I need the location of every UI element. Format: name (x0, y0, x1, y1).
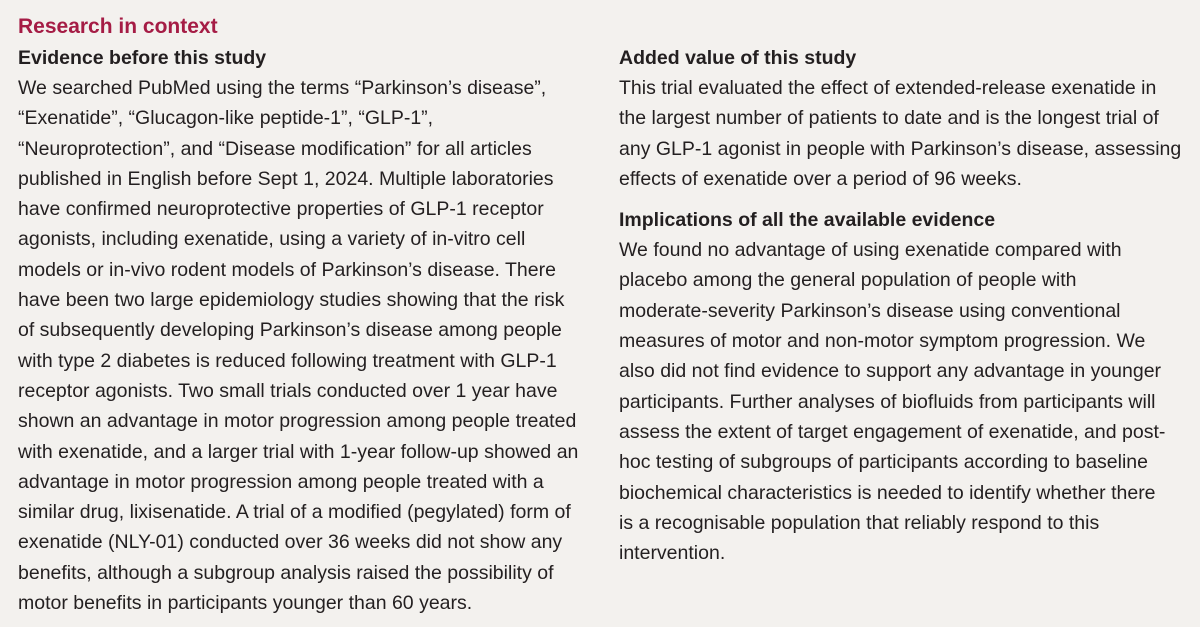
evidence-before-line: We searched PubMed using the terms “Parkinson’s disease”, (18, 77, 547, 99)
added-value-paragraph (619, 73, 1191, 194)
added-value-section (619, 43, 1191, 194)
implications-paragraph (619, 235, 1191, 568)
implications-line: is a recognisable population that reliably respond to this (619, 511, 1100, 534)
evidence-before-line: advantage in motor progression among people treated with a (18, 470, 544, 493)
added-value-heading: Added value of this study (619, 47, 857, 69)
evidence-before-line: “Neuroprotection”, and “Disease modification” for all articles (18, 137, 532, 160)
added-value-line: This trial evaluated the effect of extended-release exenatide in (619, 77, 1157, 99)
evidence-before-line: exenatide (NLY-01) conducted over 36 weeks did not show any (18, 531, 563, 554)
evidence-before-section (18, 43, 590, 618)
implications-line: assess the extent of target engagement of exenatide, and post- (619, 420, 1166, 443)
evidence-before-line: motor benefits in participants younger than 60 years. (18, 592, 473, 615)
implications-line: moderate-severity Parkinson’s disease using conventional (619, 299, 1121, 322)
implications-line: We found no advantage of using exenatide compared with (619, 239, 1122, 262)
implications-line: biochemical characteristics is needed to identify whether there (619, 481, 1156, 504)
implications-line: intervention. (619, 542, 726, 565)
evidence-before-line: “Exenatide”, “Glucagon-like peptide-1”, “GLP-1”, (18, 107, 434, 130)
evidence-before-line: similar drug, lixisenatide. A trial of a modified (pegylated) form of (18, 501, 571, 524)
evidence-before-line: agonists, including exenatide, using a variety of in-vitro cell (18, 228, 526, 251)
panel-title: Research in context (18, 15, 218, 38)
evidence-before-line: published in English before Sept 1, 2024. Multiple laboratories (18, 167, 554, 190)
added-value-line: effects of exenatide over a period of 96 weeks. (619, 167, 1022, 190)
implications-line: participants. Further analyses of biofluids from participants will (619, 390, 1156, 413)
implications-section (619, 205, 1191, 568)
evidence-before-line: with type 2 diabetes is reduced following treatment with GLP-1 (18, 349, 557, 372)
added-value-line: any GLP-1 agonist in people with Parkinson’s disease, assessing (619, 137, 1182, 160)
implications-line: placebo among the general population of people with (619, 269, 1077, 292)
added-value-line: the largest number of patients to date and is the longest trial of (619, 107, 1159, 130)
implications-line: hoc testing of subgroups of participants according to baseline (619, 451, 1148, 474)
evidence-before-line: models or in-vivo rodent models of Parkinson’s disease. There (18, 258, 556, 281)
evidence-before-line: benefits, although a subgroup analysis raised the possibility of (18, 561, 554, 584)
evidence-before-line: shown an advantage in motor progression among people treated (18, 410, 577, 433)
right-column (619, 43, 1191, 568)
evidence-before-line: have been two large epidemiology studies showing that the risk (18, 289, 565, 312)
implications-line: also did not find evidence to support any advantage in younger (619, 360, 1162, 383)
evidence-before-heading: Evidence before this study (18, 47, 267, 69)
implications-heading: Implications of all the available evidence (619, 209, 996, 232)
left-column (18, 43, 590, 618)
evidence-before-line: of subsequently developing Parkinson’s disease among people (18, 319, 562, 342)
section-spacer (619, 194, 1191, 205)
evidence-before-paragraph (18, 73, 590, 618)
evidence-before-line: with exenatide, and a larger trial with 1-year follow-up showed an (18, 440, 579, 463)
evidence-before-line: receptor agonists. Two small trials conducted over 1 year have (18, 379, 558, 402)
implications-line: measures of motor and non-motor symptom progression. We (619, 330, 1146, 353)
evidence-before-line: have confirmed neuroprotective properties of GLP-1 receptor (18, 198, 544, 221)
